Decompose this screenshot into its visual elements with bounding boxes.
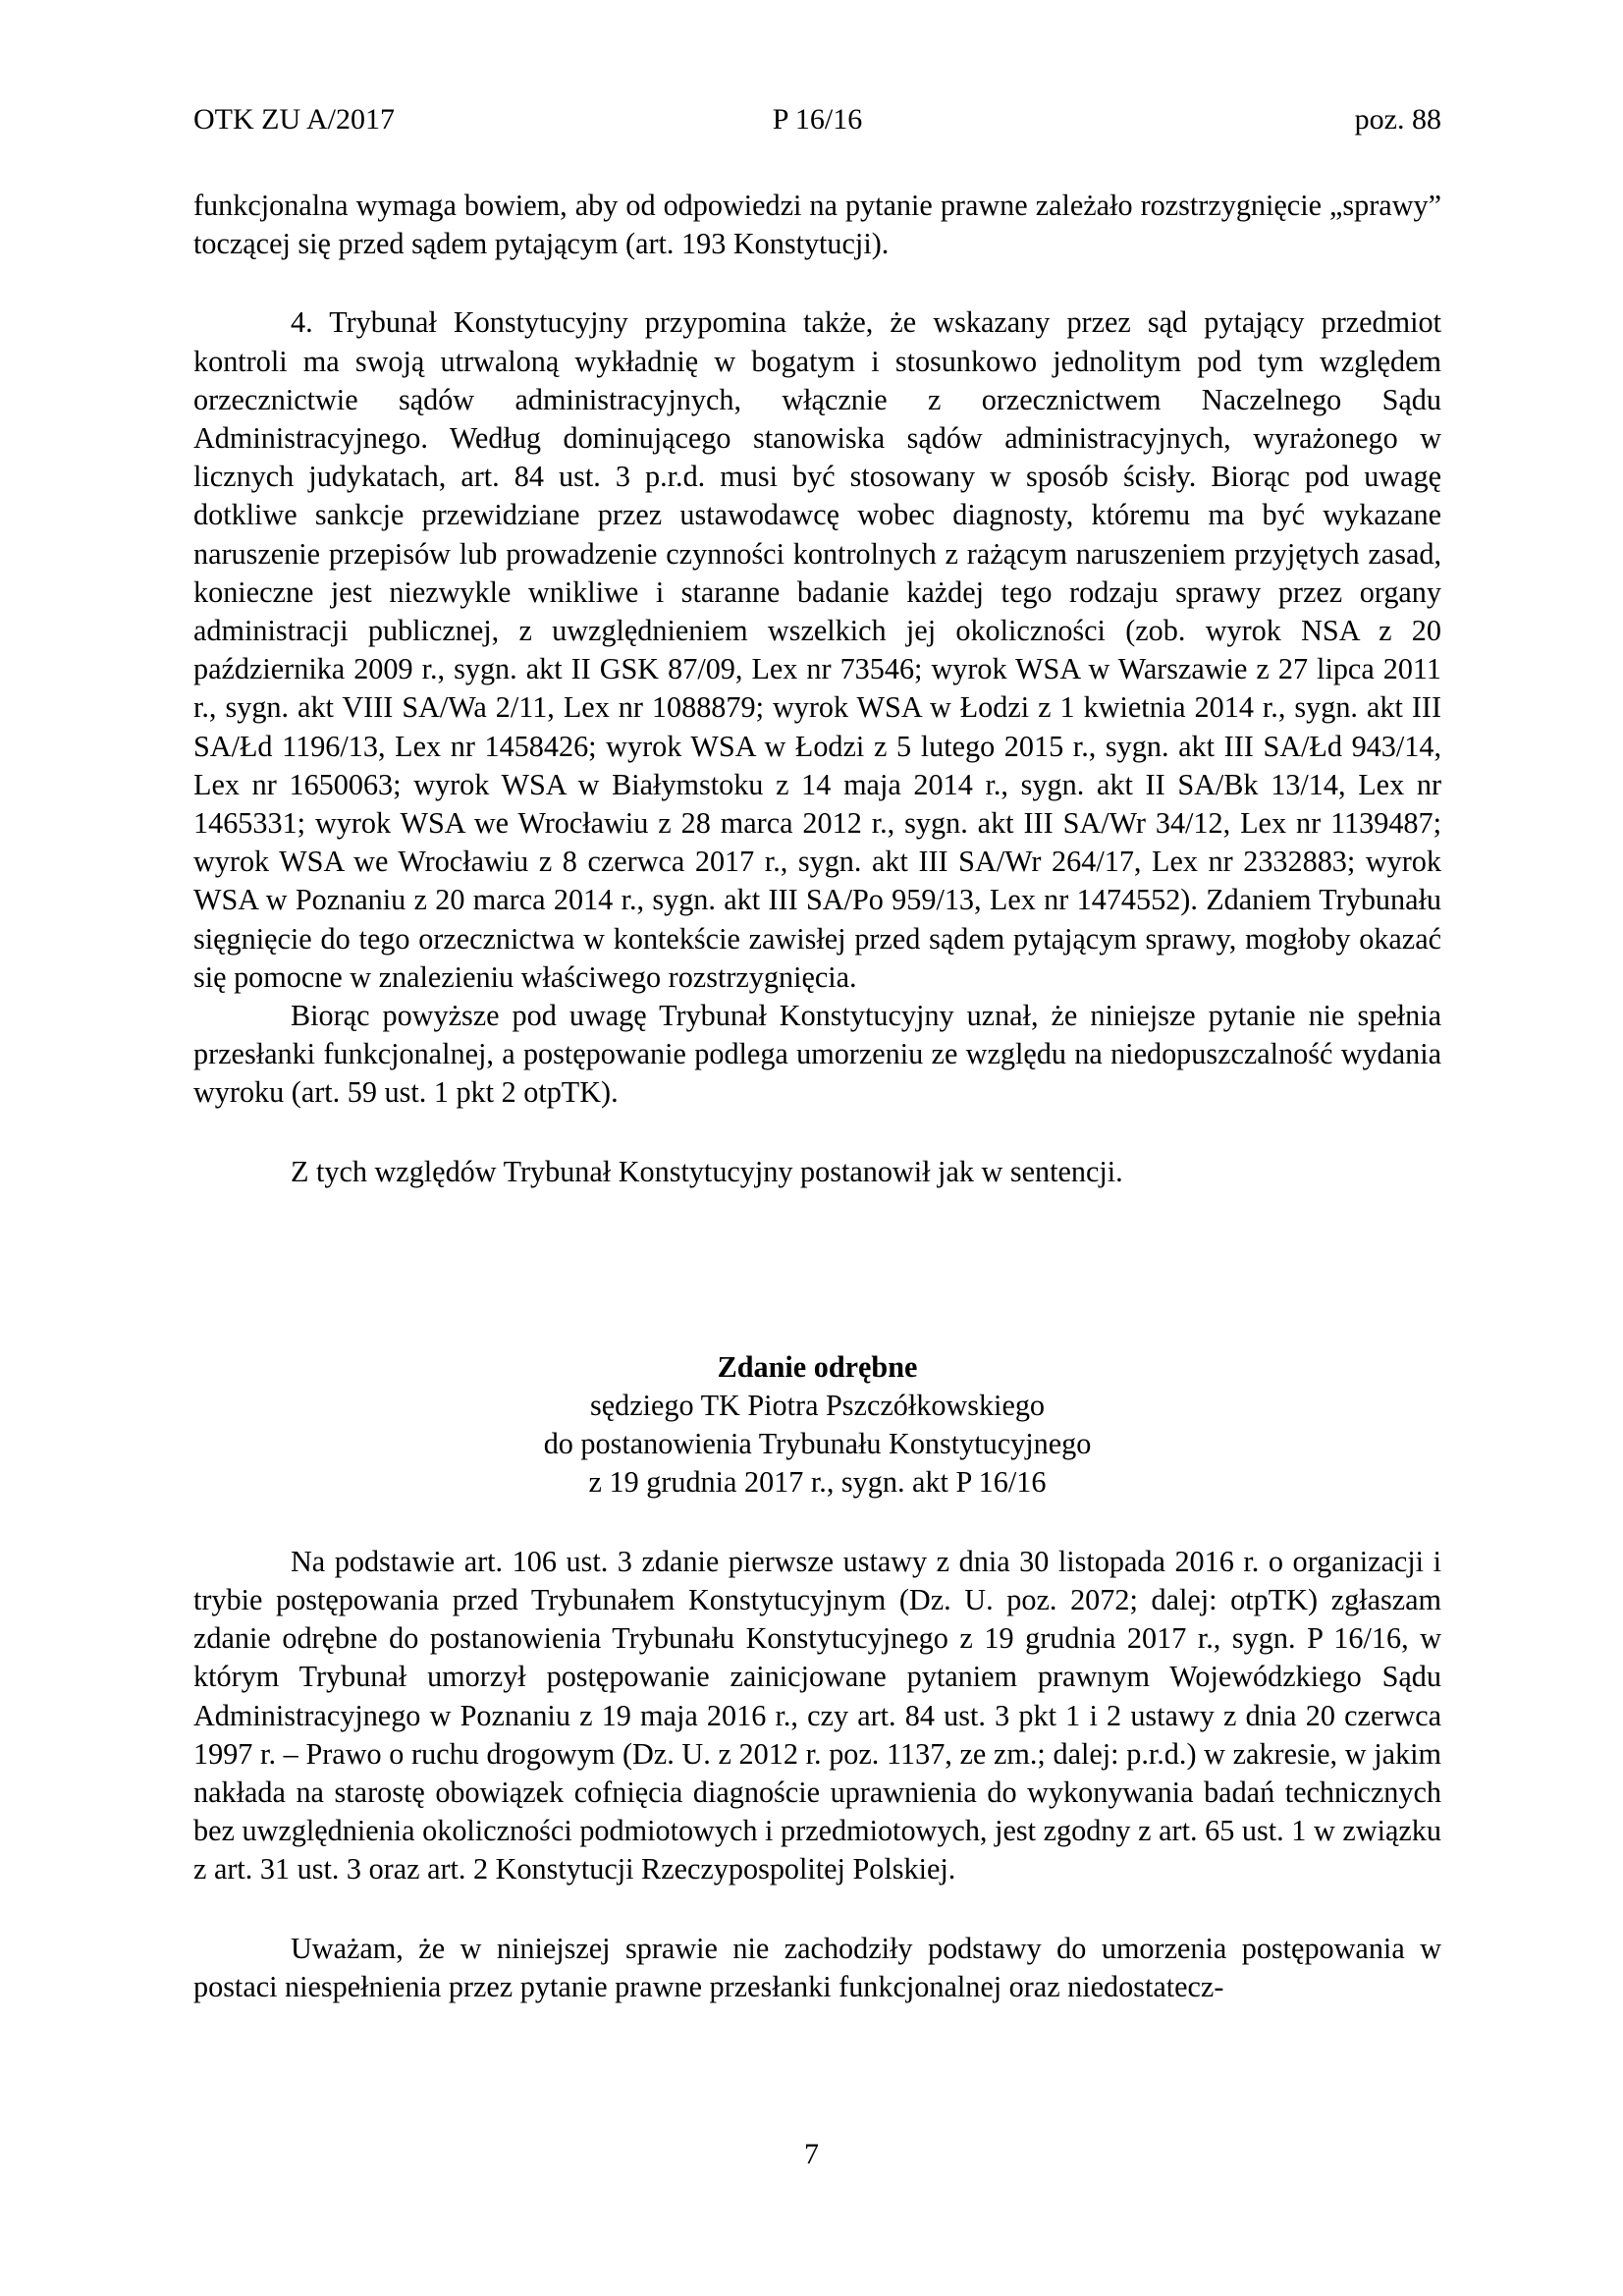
header-case-number: P 16/16 <box>772 103 863 136</box>
paragraph-conclusion: Biorąc powyższe pod uwagę Trybunał Konstytucyjny uznał, że niniejsze pytanie nie spełnia przesłanki funkcjonalnej, a postępowanie podlega umorzeniu ze względu na niedopuszczalność wydania wyroku (art. 59 ust. 1 pkt 2 otpTK). <box>193 999 1441 1110</box>
paragraph-point-4: 4. Trybunał Konstytucyjny przypomina także, że wskazany przez sąd pytający przedmiot kontroli ma swoją utrwaloną wykładnię w bogatym i stosunkowo jednolitym pod tym względem orzecznictwie sądów administracyjnych, włącznie z orzecznictwem Naczelnego Sądu Administracyjnego. Według dominującego stanowiska sądów administracyjnych, wyrażonego w licznych judykatach, art. 84 ust. 3 p.r.d. musi być stosowany w sposób ścisły. Biorąc pod uwagę dotkliwe sankcje przewidziane przez ustawodawcę wobec diagnosty, któremu ma być wykazane naruszenie przepisów lub prowadzenie czynności kontrolnych z rażącym naruszeniem przyjętych zasad, konieczne jest niezwykle wnikliwe i staranne badanie każdej tego rodzaju sprawy przez organy administracji publicznej, z uwzględnieniem wszelkich jej okoliczności (zob. wyrok NSA z 20 października 2009 r., sygn. akt II GSK 87/09, Lex nr 73546; wyrok WSA w Warszawie z 27 lipca 2011 r., sygn. akt VIII SA/Wa 2/11, Lex nr 1088879; wyrok WSA w Łodzi z 1 kwietnia 2014 r., sygn. akt III SA/Łd 1196/13, Lex nr 1458426; wyrok WSA w Łodzi z 5 lutego 2015 r., sygn. akt III SA/Łd 943/14, Lex nr 1650063; wyrok WSA w Białymstoku z 14 maja 2014 r., sygn. akt II SA/Bk 13/14, Lex nr 1465331; wyrok WSA we Wrocławiu z 28 marca 2012 r., sygn. akt III SA/Wr 34/12, Lex nr 1139487; wyrok WSA we Wrocławiu z 8 czerwca 2017 r., sygn. akt III SA/Wr 264/17, Lex nr 2332883; wyrok WSA w Poznaniu z 20 marca 2014 r., sygn. akt III SA/Po 959/13, Lex nr 1474552). Zdaniem Trybunału sięgnięcie do tego orzecznictwa w kontekście zawisłej przed sądem pytającym sprawy, mogłoby okazać się pomocne w znalezieniu właściwego rozstrzygnięcia. <box>193 305 1441 994</box>
page-number: 7 <box>804 2138 819 2170</box>
dissenting-opinion-heading <box>193 1348 1441 1503</box>
dissenting-opinion-date: z 19 grudnia 2017 r., sygn. akt P 16/16 <box>588 1465 1047 1500</box>
header-position: poz. 88 <box>1354 103 1441 136</box>
document-body <box>193 187 1441 2006</box>
page-header <box>193 98 1441 141</box>
header-journal: OTK ZU A/2017 <box>193 103 395 136</box>
paragraph-decision: Z tych względów Trybunał Konstytucyjny postanowił jak w sentencji. <box>291 1154 1123 1188</box>
dissenting-opinion-title: Zdanie odrębne <box>717 1349 918 1384</box>
opinion-paragraph-1: Na podstawie art. 106 ust. 3 zdanie pierwsze ustawy z dnia 30 listopada 2016 r. o organizacji i trybie postępowania przed Trybunałem Konstytucyjnym (Dz. U. poz. 2072; dalej: otpTK) zgłaszam zdanie odrębne do postanowienia Trybunału Konstytucyjnego z 19 grudnia 2017 r., sygn. P 16/16, w którym Trybunał umorzył postępowanie zainicjowane pytaniem prawnym Wojewódzkiego Sądu Administracyjnego w Poznaniu z 19 maja 2016 r., czy art. 84 ust. 3 pkt 1 i 2 ustawy z dnia 20 czerwca 1997 r. – Prawo o ruchu drogowym (Dz. U. z 2012 r. poz. 1137, ze zm.; dalej: p.r.d.) w zakresie, w jakim nakłada na starostę obowiązek cofnięcia diagnoście uprawnienia do wykonywania badań technicznych bez uwzględnienia okoliczności podmiotowych i przedmiotowych, jest zgodny z art. 65 ust. 1 w związku z art. 31 ust. 3 oraz art. 2 Konstytucji Rzeczypospolitej Polskiej. <box>193 1544 1441 1886</box>
opinion-paragraph-2: Uważam, że w niniejszej sprawie nie zachodziły podstawy do umorzenia postępowania w postaci niespełnienia przez pytanie prawne przesłanki funkcjonalnej oraz niedostatecz- <box>193 1931 1441 2003</box>
dissenting-opinion-judge: sędziego TK Piotra Pszczółkowskiego <box>589 1389 1046 1423</box>
paragraph-continuation: funkcjonalna wymaga bowiem, aby od odpowiedzi na pytanie prawne zależało rozstrzygnięcie „sprawy” toczącej się przed sądem pytającym (art. 193 Konstytucji). <box>193 189 1441 261</box>
dissenting-opinion-reference: do postanowienia Trybunału Konstytucyjnego <box>543 1427 1092 1461</box>
